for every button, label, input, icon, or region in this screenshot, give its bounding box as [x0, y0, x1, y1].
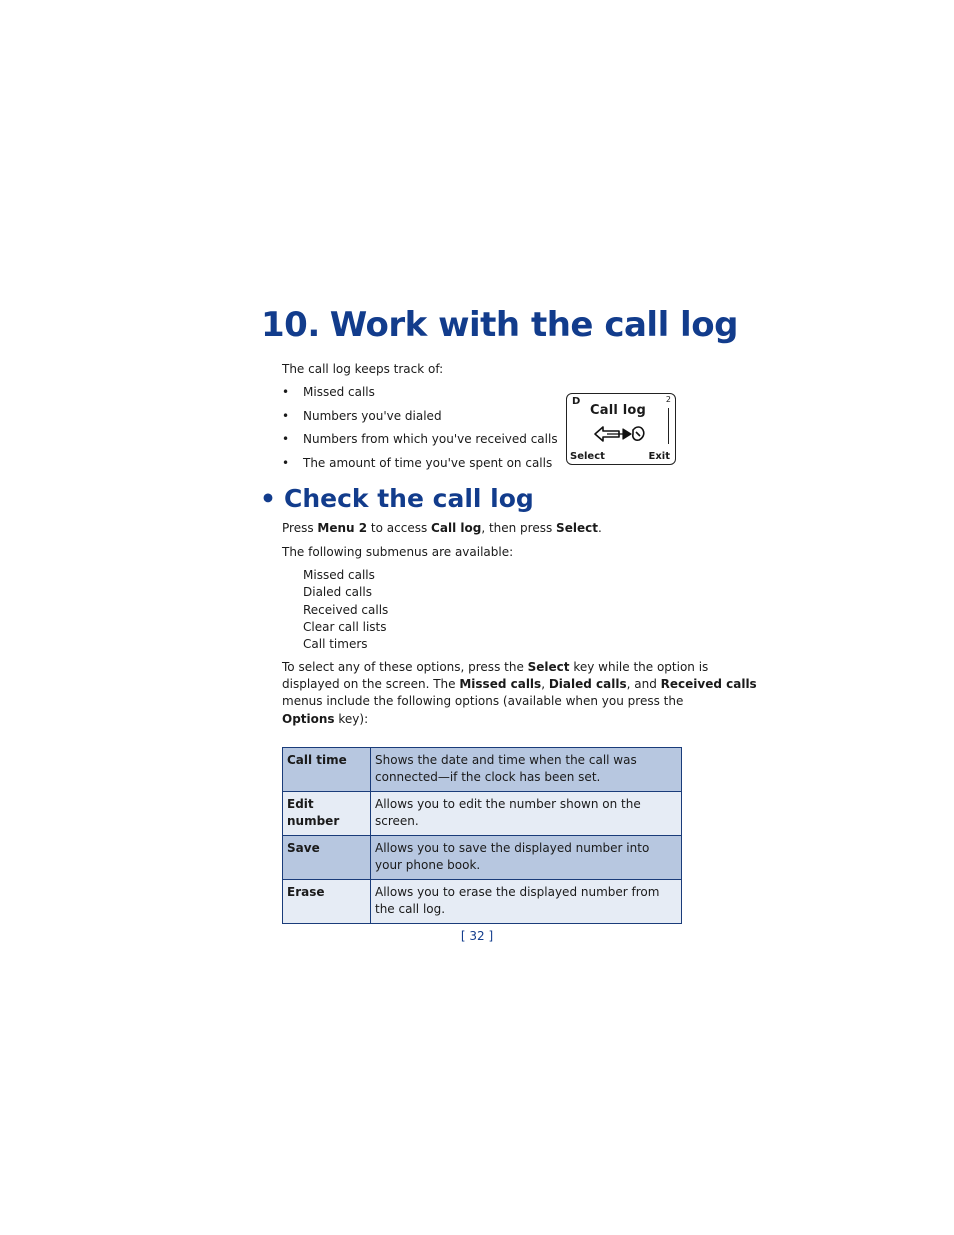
bullet-icon: •	[282, 408, 290, 423]
bullet-icon: •	[282, 455, 290, 470]
screen-title: Call log	[590, 403, 647, 418]
menu-index: 2	[665, 395, 671, 404]
chapter-title	[261, 305, 738, 345]
list-item: • The amount of time you've spent on calls	[282, 455, 553, 470]
table-row	[283, 792, 682, 836]
option-description: Allows you to erase the displayed number from the call log.	[371, 880, 682, 924]
exit-softkey: Exit	[648, 451, 670, 462]
option-description: Allows you to edit the number shown on the screen.	[371, 792, 682, 836]
options-table	[282, 747, 682, 924]
section-bullet-icon: •	[260, 484, 276, 513]
table-row	[283, 836, 682, 880]
signal-indicator-icon: D	[572, 396, 581, 407]
phone-screen-illustration	[566, 393, 676, 465]
option-name: Erase	[283, 880, 371, 924]
list-item: • Missed calls	[282, 385, 375, 399]
submenu-list	[303, 567, 388, 653]
list-item: • Numbers you've dialed	[282, 408, 442, 423]
bullet-icon: •	[282, 432, 290, 446]
list-item: • Numbers from which you've received calls	[282, 432, 558, 446]
list-item: Clear call lists	[303, 619, 387, 634]
table-row	[283, 748, 682, 792]
list-item: Received calls	[303, 602, 389, 617]
submenus-intro: The following submenus are available:	[282, 545, 514, 559]
table-row	[283, 880, 682, 924]
intro-text: The call log keeps track of:	[282, 362, 444, 376]
select-softkey: Select	[570, 451, 605, 462]
call-log-arrow-phone-icon	[593, 424, 647, 448]
option-name: Save	[283, 836, 371, 880]
option-description: Shows the date and time when the call was connected—if the clock has been set.	[371, 748, 682, 792]
section-title: • Check the call log	[260, 484, 534, 513]
list-item: Call timers	[303, 637, 368, 652]
list-item: Dialed calls	[303, 585, 372, 600]
tracked-items-list	[282, 384, 558, 478]
press-instruction: Press Menu 2 to access Call log, then press Select.	[282, 521, 602, 535]
bullet-icon: •	[282, 385, 290, 399]
chapter-number: 10.	[261, 305, 320, 345]
option-name: Call time	[283, 748, 371, 792]
page-number: [ 32 ]	[460, 929, 494, 943]
option-name: Edit number	[283, 792, 371, 836]
scroll-bar	[668, 408, 670, 444]
chapter-title-text: Work with the call log	[329, 305, 738, 345]
option-description: Allows you to save the displayed number into your phone book.	[371, 836, 682, 880]
list-item: Missed calls	[303, 568, 375, 582]
